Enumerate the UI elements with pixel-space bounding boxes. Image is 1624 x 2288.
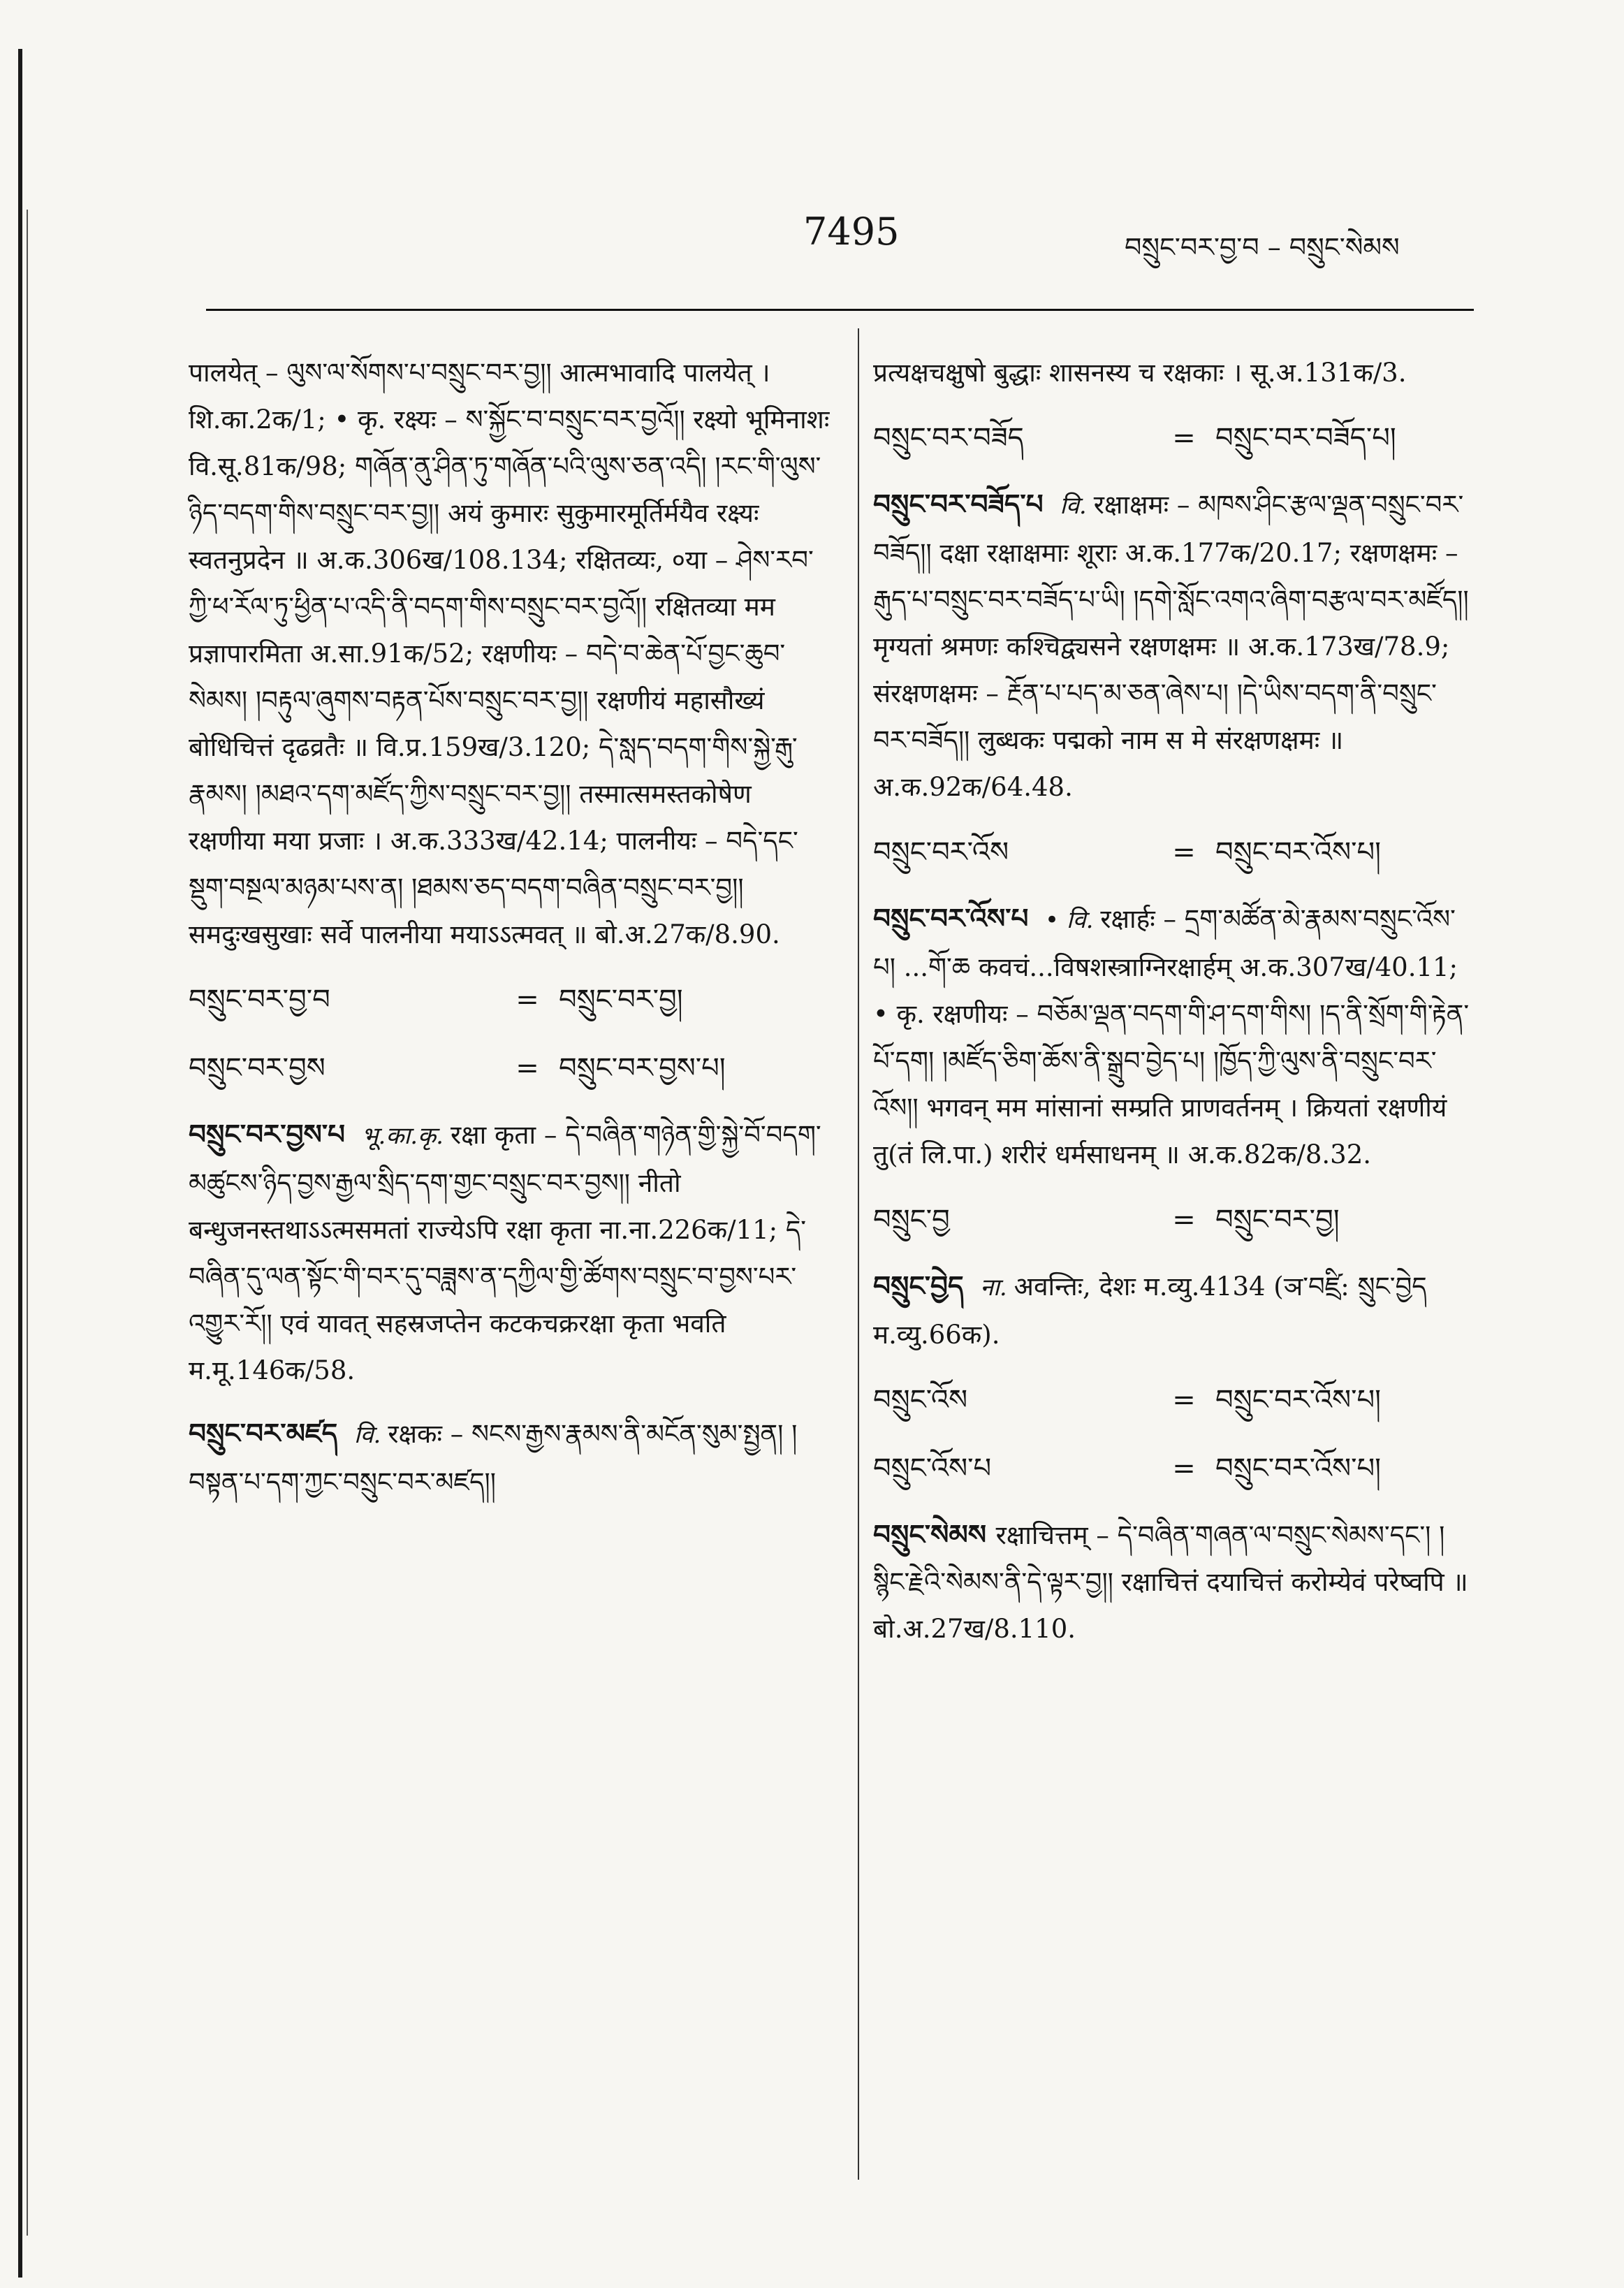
- cross-reference-target: བསྲུང་བར་འོས་པ།: [1215, 1384, 1381, 1416]
- entry-text: प्रत्यक्षचक्षुषो बुद्धाः शासनस्य च रक्षकाः । सू.अ.131क/3.: [873, 358, 1407, 388]
- equals-sign: =: [1172, 422, 1196, 454]
- grammar-abbreviation: • वि.: [1045, 906, 1094, 934]
- cross-reference-entry: [873, 413, 1474, 463]
- left-column: [189, 349, 831, 1522]
- cross-reference-entry: [873, 1195, 1474, 1245]
- entry-text: रक्षा कृता – དེ་བཞིན་གཉེན་གྱི་སྐྱེ་བོ་བདག་མཚུངས་ཉིད་བྱས་རྒྱལ་སྲིད་དག་གྱང་བསྲུང་བར་བྱས།། नीतो बन्धुजनस्तथाऽऽत्मसमतां राज्येऽपि रक्षा कृता ना.ना.226क/11; དེ་བཞིན་དུ་ལན་སྟོང་གི་བར་དུ་བཟླས་ན་དཀྱིལ་གྱི་ཚོགས་བསྲུང་བ་བྱས་པར་འགྱུར་རོ།། एवं यावत् सहस्रजप्तेन कटकचक्ररक्षा कृता भवति म.मू.146क/58.: [189, 1120, 821, 1385]
- entry-headword: བསྲུང་བར་འོས: [873, 836, 1009, 868]
- cross-reference-target: བསྲུང་བར་བྱས་པ།: [559, 1052, 726, 1084]
- page-number: 7495: [803, 210, 900, 254]
- cross-reference-entry: [873, 1375, 1474, 1425]
- dictionary-entry: [873, 1512, 1474, 1652]
- cross-reference-target: བསྲུང་བར་འོས་པ།: [1215, 836, 1381, 868]
- cross-reference-entry: [873, 827, 1474, 877]
- equals-sign: =: [515, 984, 539, 1016]
- equals-sign: =: [1172, 836, 1196, 868]
- grammar-abbreviation: वि.: [1060, 492, 1087, 520]
- entry-headword: བསྲུང་བྱ: [873, 1204, 950, 1236]
- dictionary-entry: [189, 1112, 831, 1394]
- entry-text: रक्षार्हः – དྲག་མཚོན་མེ་རྣམས་བསྲུང་འོས་པ། ...གོ་ཆ कवचं...विषशस्त्राग्निरक्षार्हम् अ.क.307ख/40.11; • कृ. रक्षणीयः – བཅོམ་ལྡན་བདག་གི་ཤ་དག་གིས། །ད་ནི་སྲོག་གི་རྟེན་པོ་དག། །མཛོད་ཅིག་ཆོས་ནི་སྒྲུབ་བྱེད་པ། །ཁྱོད་ཀྱི་ལུས་ནི་བསྲུང་བར་འོས།། भगवन् मम मांसानां सम्प्रति प्राणवर्तनम् । क्रियतां रक्षणीयं तु(तं लि.पा.) शरीरं धर्मसाधनम् ॥ अ.क.82क/8.32.: [873, 904, 1470, 1169]
- cross-reference-target: བསྲུང་བར་བཟོད་པ།: [1215, 422, 1396, 454]
- entry-headword: བསྲུང་བྱེད: [873, 1270, 974, 1302]
- right-column: [873, 349, 1474, 1669]
- cross-reference-entry: [189, 1043, 831, 1093]
- entry-text: रक्षाक्षमः – མཁས་ཤིང་རྩལ་ལྡན་བསྲུང་བར་བཟོད།། दक्षा रक्षाक्षमाः शूराः अ.क.177क/20.17; रक्षणक्षमः – རྒུད་པ་བསྲུང་བར་བཟོད་པ་ཡི། །དགེ་སློང་འགའ་ཞིག་བརྩལ་བར་མཛོད།། मृग्यतां श्रमणः कश्चिद्व्यसने रक्षणक्षमः ॥ अ.क.173ख/78.9; संरक्षणक्षमः – རྔོན་པ་པད་མ་ཅན་ཞེས་པ། །དེ་ཡིས་བདག་ནི་བསྲུང་བར་བཟོད།། लुब्धकः पद्मको नाम स मे संरक्षणक्षमः ॥ अ.क.92क/64.48.: [873, 490, 1469, 802]
- equals-sign: =: [1172, 1452, 1196, 1485]
- dictionary-entry: [873, 481, 1474, 810]
- cross-reference-entry: [189, 975, 831, 1025]
- equals-sign: =: [515, 1052, 539, 1084]
- entry-text: पालयेत् – ལུས་ལ་སོགས་པ་བསྲུང་བར་བྱ།། आत्मभावादि पालयेत् । शि.का.2क/1; • कृ. रक्ष्यः – ས་སྐྱོང་བ་བསྲུང་བར་བྱའོ།། रक्ष्यो भूमिनाशः वि.सू.81क/98; གཞོན་ནུ་ཤིན་ཏུ་གཞོན་པའི་ལུས་ཅན་འདི། །རང་གི་ལུས་ཉིད་བདག་གིས་བསྲུང་བར་བྱ།། अयं कुमारः सुकुमारमूर्तिर्मयैव रक्ष्यः स्वतनुप्रदेन ॥ अ.क.306ख/108.134; रक्षितव्यः, ०या – ཤེས་རབ་ཀྱི་ཕ་རོལ་ཏུ་ཕྱིན་པ་འདི་ནི་བདག་གིས་བསྲུང་བར་བྱའོ།། रक्षितव्या मम प्रज्ञापारमिता अ.सा.91क/52; रक्षणीयः – བདེ་བ་ཆེན་པོ་བྱང་ཆུབ་སེམས། །བརྟུལ་ཞུགས་བརྟན་པོས་བསྲུང་བར་བྱ།། रक्षणीयं महासौख्यं बोधिचित्तं दृढव्रतैः ॥ वि.प्र.159ख/3.120; དེ་སླད་བདག་གིས་སྐྱེ་རྒུ་རྣམས། །མཐའ་དག་མཛོད་ཀྱིས་བསྲུང་བར་བྱ།། तस्मात्समस्तकोषेण रक्षणीया मया प्रजाः । अ.क.333ख/42.14; पालनीयः – བདེ་དང་སྡུག་བསྔལ་མཉམ་པས་ན། །ཐམས་ཅད་བདག་བཞིན་བསྲུང་བར་བྱ།། समदुःखसुखाः सर्वे पालनीया मयाऽऽत्मवत् ॥ बो.अ.27क/8.90.: [189, 358, 830, 949]
- equals-sign: =: [1172, 1384, 1196, 1416]
- dictionary-entry: [189, 349, 831, 958]
- equals-sign: =: [1172, 1204, 1196, 1236]
- cross-reference-entry: [873, 1443, 1474, 1494]
- entry-headword: བསྲུང་འོས་པ: [873, 1452, 992, 1485]
- entry-headword: བསྲུང་བར་འོས་པ: [873, 903, 1038, 935]
- entry-text: रक्षाचित्तम् – དེ་བཞིན་གཞན་ལ་བསྲུང་སེམས་དང་། །སྙིང་རྗེའི་སེམས་ནི་དེ་ལྟར་བྱ།། रक्षाचित्तं दयाचित्तं करोम्येवं परेष्वपि ॥ बो.अ.27ख/8.110.: [873, 1520, 1468, 1644]
- entry-text: रक्षकः – སངས་རྒྱས་རྣམས་ནི་མངོན་སུམ་སྤྱན། །བསྟན་པ་དག་ཀྱང་བསྲུང་བར་མཛད།།: [189, 1419, 798, 1497]
- grammar-abbreviation: भू.का.कृ.: [361, 1122, 444, 1150]
- dictionary-entry: [873, 1263, 1474, 1358]
- dictionary-entry: [873, 349, 1474, 396]
- cross-reference-target: བསྲུང་བར་བྱ།: [1215, 1204, 1340, 1236]
- entry-headword: བསྲུང་བར་བཟོད: [873, 422, 1024, 454]
- grammar-abbreviation: ना.: [980, 1274, 1007, 1302]
- cross-reference-target: བསྲུང་བར་བྱ།: [559, 984, 683, 1016]
- entry-text: अवन्तिः, देशः म.व्यु.4134 (ञ་བཛྲི: སྲུང་བྱེད म.व्यु.66क).: [873, 1271, 1427, 1350]
- entry-headword: བསྲུང་བར་བྱས་པ: [189, 1119, 355, 1151]
- entry-headword: བསྲུང་འོས: [873, 1384, 968, 1416]
- entry-headword: བསྲུང་བར་བཟོད་པ: [873, 488, 1053, 520]
- entry-headword: བསྲུང་བར་བྱ་བ: [189, 984, 330, 1016]
- entry-headword: བསྲུང་སེམས: [873, 1519, 996, 1551]
- binding-edge-inner: [27, 210, 28, 2236]
- entry-headword: བསྲུང་བར་མཛད: [189, 1418, 347, 1450]
- header-rule: [206, 309, 1474, 311]
- running-head: བསྲུང་བར་བྱ་བ – བསྲུང་སེམས: [1125, 232, 1400, 263]
- dictionary-entry: [189, 1411, 831, 1506]
- entry-headword: བསྲུང་བར་བྱས: [189, 1052, 325, 1084]
- cross-reference-target: བསྲུང་བར་འོས་པ།: [1215, 1452, 1381, 1485]
- dictionary-entry: [873, 896, 1474, 1178]
- column-divider: [858, 328, 859, 2180]
- grammar-abbreviation: वि.: [353, 1421, 381, 1449]
- binding-edge: [18, 49, 22, 2278]
